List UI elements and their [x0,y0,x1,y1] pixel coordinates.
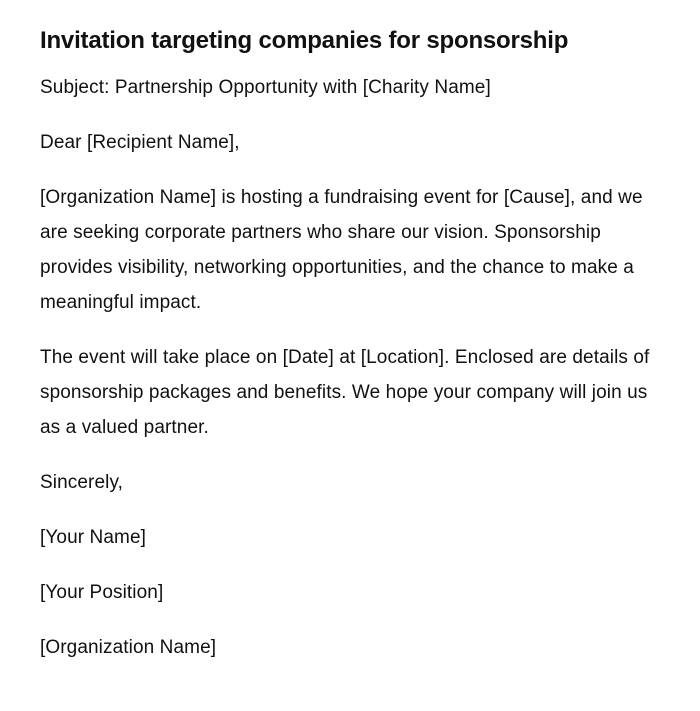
signature-organization: [Organization Name] [40,637,217,658]
signature-name: [Your Name] [40,527,147,548]
salutation: Dear [Recipient Name], [40,132,240,153]
document-title: Invitation targeting companies for sponsorship [40,27,569,54]
subject-line: Subject: Partnership Opportunity with [Charity Name] [40,77,491,98]
body-paragraph-2: The event will take place on [Date] at [Location]. Enclosed are details of sponsorship packages and benefits. We hope your company will join us as a valued partner. [40,347,650,438]
body-paragraph-1: [Organization Name] is hosting a fundraising event for [Cause], and we are seeking corporate partners who share our vision. Sponsorship provides visibility, networking opportunities, and the chance to make a meaningful impact. [40,187,643,313]
signature-position: [Your Position] [40,582,164,603]
closing: Sincerely, [40,472,124,493]
